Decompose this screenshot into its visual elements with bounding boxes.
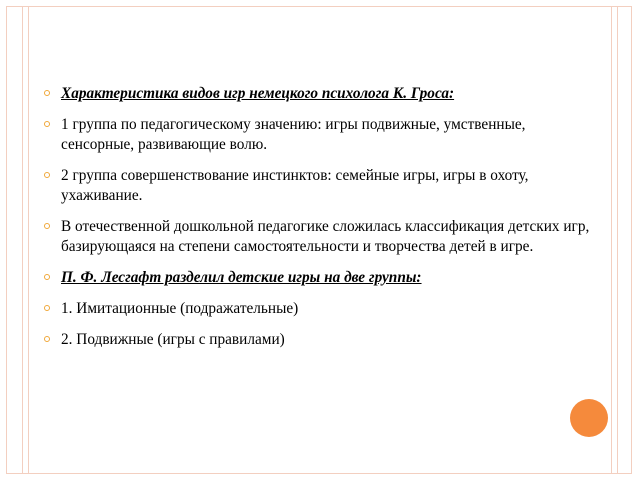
item-text: 1 группа по педагогическому значению: игры подвижные, умственные, сенсорные, развивающие волю.: [61, 116, 526, 153]
item-text: 2. Подвижные (игры с правилами): [61, 331, 285, 348]
right-border-stripe: [611, 6, 618, 474]
bullet-icon: [44, 305, 50, 311]
list-item: [44, 166, 600, 206]
list-item: [44, 330, 600, 350]
heading-lesgaft-classification: П. Ф. Лесгафт разделил детские игры на две группы:: [61, 269, 422, 286]
list-item: [44, 115, 600, 155]
bullet-icon: [44, 223, 50, 229]
item-text: 1. Имитационные (подражательные): [61, 300, 299, 317]
bullet-icon: [44, 90, 50, 96]
bullet-icon: [44, 121, 50, 127]
bullet-icon: [44, 336, 50, 342]
list-item: [44, 84, 600, 104]
list-item: [44, 299, 600, 319]
bullet-icon: [44, 274, 50, 280]
list-item: [44, 268, 600, 288]
item-text: 2 группа совершенствование инстинктов: семейные игры, игры в охоту, ухаживание.: [61, 167, 529, 204]
left-border-stripe: [22, 6, 29, 474]
decorative-circle: [570, 399, 608, 437]
list-item: [44, 217, 600, 257]
heading-gros-classification: Характеристика видов игр немецкого психолога К. Гроса:: [61, 85, 455, 102]
bullet-list: [44, 84, 600, 361]
item-text: В отечественной дошкольной педагогике сложилась классификация детских игр, базирующаяся на степени самостоятельности и творчества детей в игре.: [61, 218, 590, 255]
bullet-icon: [44, 172, 50, 178]
